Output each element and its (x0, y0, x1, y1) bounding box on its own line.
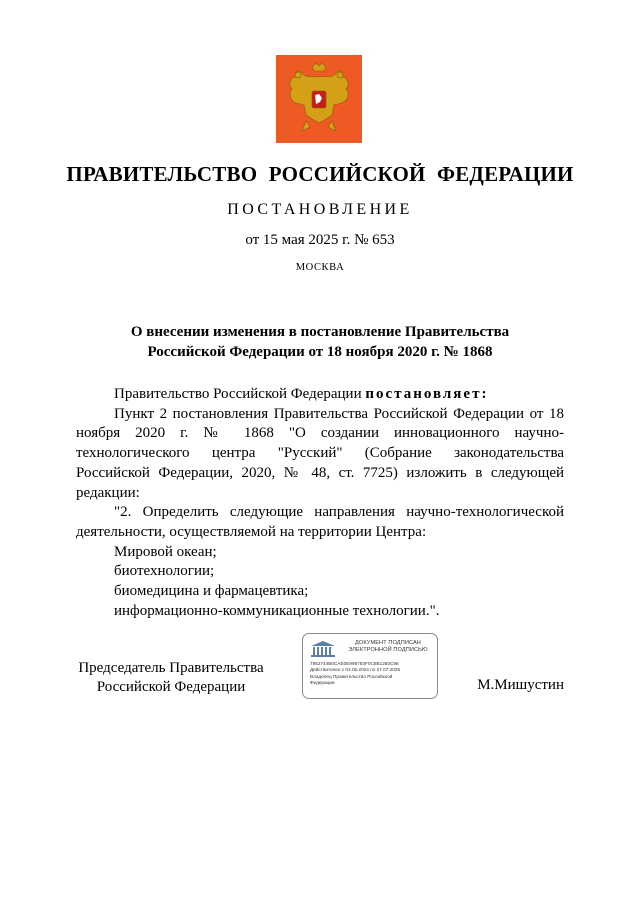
document-date-number: от 15 мая 2025 г. № 653 (245, 232, 395, 248)
document-city: МОСКВА (295, 262, 345, 273)
document-body (76, 385, 564, 621)
subject-line-2: Российской Федерации от 18 ноября 2020 г. № 1868 (147, 344, 493, 360)
position-line-2: Российской Федерации (96, 679, 246, 695)
government-building-icon (310, 640, 336, 658)
signatory-position (76, 659, 266, 697)
list-item: информационно-коммуникационные технологии.". (114, 602, 440, 619)
list-item: биомедицина и фармацевтика; (114, 583, 309, 600)
certificate-owner-line-2: Федерации (310, 679, 335, 685)
government-title: ПРАВИТЕЛЬСТВО РОССИЙСКОЙ ФЕДЕРАЦИИ (66, 162, 574, 186)
subject-line-1: О внесении изменения в постановление Правительства (130, 324, 510, 340)
stamp-details (310, 661, 434, 686)
list-item: Мировой океан; (114, 543, 217, 560)
intro-text: Правительство Российской Федерации (114, 386, 366, 402)
document-type: ПОСТАНОВЛЕНИЕ (227, 201, 413, 218)
certificate-owner-line-1: Владелец Правительство Российской (310, 673, 393, 679)
stamp-title-line-1: ДОКУМЕНТ ПОДПИСАН (355, 640, 421, 646)
list-item: биотехнологии; (114, 563, 215, 580)
stamp-title (341, 640, 435, 654)
signatory-name: М.Мишустин (477, 677, 564, 693)
state-emblem (276, 55, 362, 143)
point-paragraph: Пункт 2 постановления Правительства Российской Федерации от 18 ноября 2020 г. № 1868 "О создании инновационного научно-технологического центра "Русский" (Собрание законодательства Российской Федерации, 2020, № 48, ст. 7725) изложить в следующей редакции: (76, 405, 564, 501)
position-line-1: Председатель Правительства (78, 660, 264, 676)
electronic-signature-stamp (302, 633, 438, 699)
certificate-validity: Действителен с 03.05.2024 по 27.07.2025 (310, 667, 401, 673)
certificate-serial: 7862744B0CAE0E996783F0C8B1250C98 (310, 661, 399, 666)
intro-paragraph (76, 385, 564, 405)
quote-paragraph: "2. Определить следующие направления научно-технологической деятельности, осуществляемой на территории Центра: (76, 504, 564, 540)
decree-word: постановляет: (365, 386, 489, 402)
stamp-title-line-2: ЭЛЕКТРОННОЙ ПОДПИСЬЮ (348, 647, 428, 653)
double-headed-eagle-icon (276, 55, 362, 143)
document-subject (100, 322, 540, 362)
